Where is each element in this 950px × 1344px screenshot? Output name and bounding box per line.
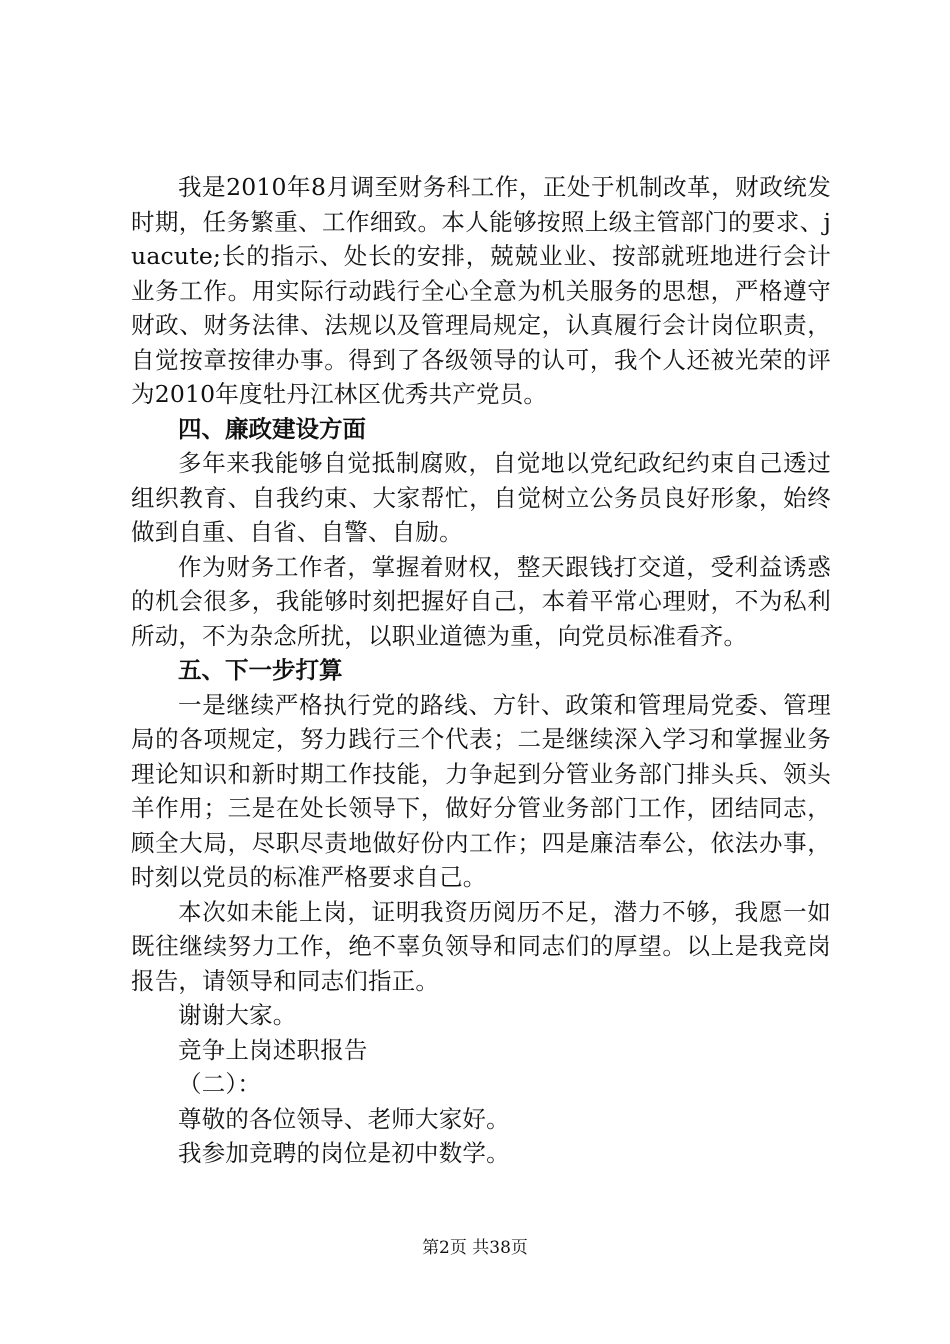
document-body	[131, 170, 831, 1171]
paragraph-finance-ethics: 作为财务工作者，掌握着财权，整天跟钱打交道，受利益诱惑的机会很多，我能够时刻把握好自己，本着平常心理财，不为私利所动，不为杂念所扰，以职业道德为重，向党员标准看齐。	[131, 552, 831, 650]
section-heading-next-steps: 五、下一步打算	[178, 656, 343, 684]
paragraph-anti-corruption: 多年来我能够自觉抵制腐败，自觉地以党纪政纪约束自己透过组织教育、自我约束、大家帮忙，自觉树立公务员良好形象，始终做到自重、自省、自警、自励。	[131, 449, 831, 546]
page-number-footer: 第2页 共38页	[422, 1238, 528, 1258]
paragraph-work-history: 我是2010年8月调至财务科工作，正处于机制改革，财政统发时期，任务繁重、工作细致。本人能够按照上级主管部门的要求、juacute;长的指示、处长的安排，兢兢业业、按部就班地进行会计业务工作。用实际行动践行全心全意为机关服务的思想，严格遵守财政、财务法律、法规以及管理局规定，认真履行会计岗位职责，自觉按章按律办事。得到了各级领导的认可，我个人还被光荣的评为2010年度牡丹江林区优秀共产党员。	[131, 173, 831, 408]
paragraph-plans: 一是继续严格执行党的路线、方针、政策和管理局党委、管理局的各项规定，努力践行三个代表；二是继续深入学习和掌握业务理论知识和新时期工作技能，力争起到分管业务部门排头兵、领头羊作用；三是在处长领导下，做好分管业务部门工作，团结同志，顾全大局，尽职尽责地做好份内工作；四是廉洁奉公，依法办事，时刻以党员的标准严格要求自己。	[131, 690, 831, 891]
section-heading-integrity: 四、廉政建设方面	[178, 414, 366, 443]
paragraph-position: 我参加竞聘的岗位是初中数学。	[178, 1139, 510, 1167]
paragraph-greeting: 尊敬的各位领导、老师大家好。	[178, 1104, 510, 1133]
paragraph-part-two: （二）：	[178, 1070, 262, 1098]
paragraph-closing-statement: 本次如未能上岗，证明我资历阅历不足，潜力不够，我愿一如既往继续努力工作，绝不辜负领导和同志们的厚望。以上是我竞岗报告，请领导和同志们指正。	[131, 897, 831, 995]
paragraph-thanks: 谢谢大家。	[178, 1001, 297, 1029]
paragraph-report-title: 竞争上岗述职报告	[178, 1035, 368, 1064]
